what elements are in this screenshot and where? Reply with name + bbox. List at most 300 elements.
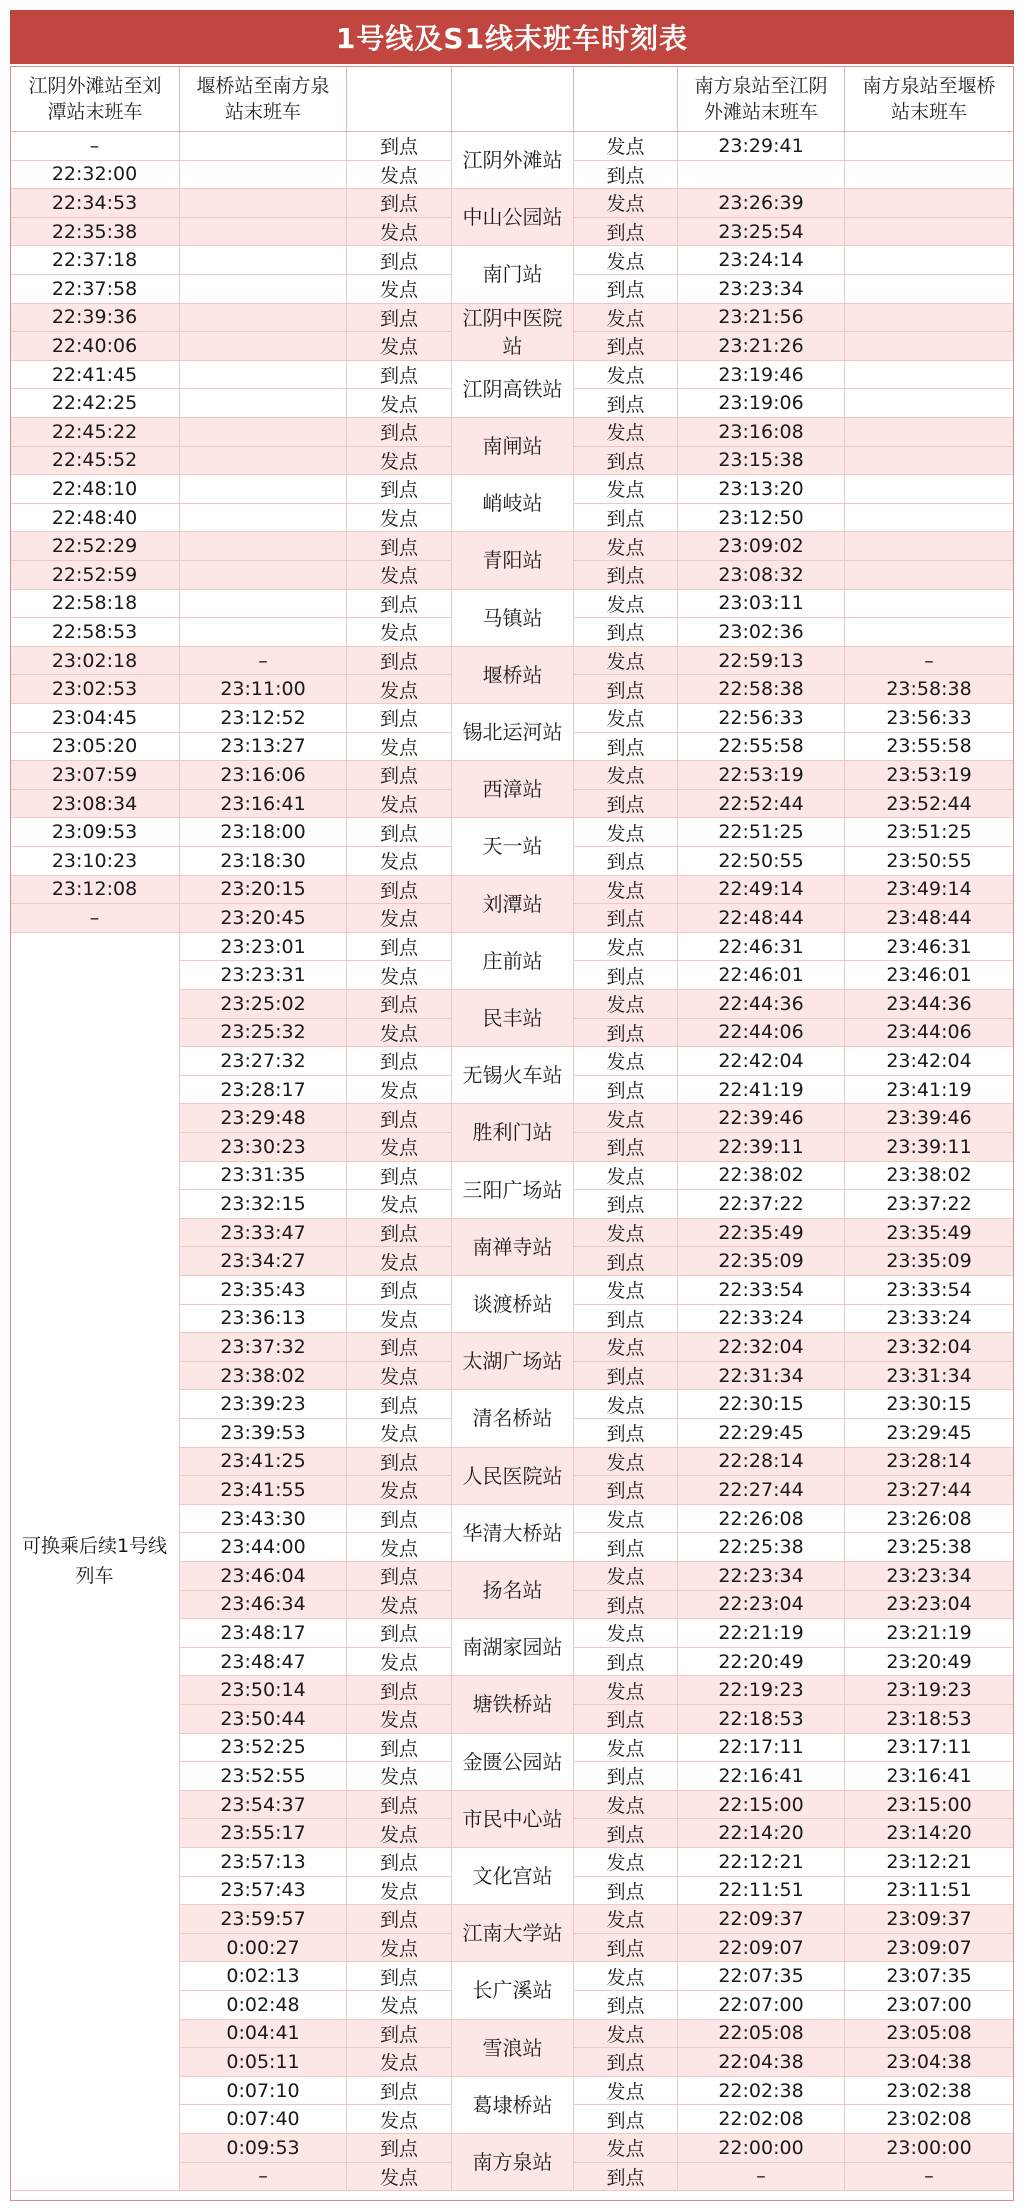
cell-arrive-depart-left: 到点	[347, 189, 452, 218]
cell-yanqiao-to-nanfangquan: 23:23:31	[180, 961, 347, 990]
cell-nanfangquan-to-yanqiao: 23:38:02	[845, 1162, 1014, 1191]
cell-arrive-depart-right: 到点	[574, 275, 678, 304]
cell-nanfangquan-to-jiangyin: 22:33:54	[678, 1276, 845, 1305]
cell-yanqiao-to-nanfangquan	[180, 475, 347, 504]
cell-yanqiao-to-nanfangquan: 23:52:25	[180, 1734, 347, 1763]
cell-arrive-depart-right: 发点	[574, 1333, 678, 1362]
cell-arrive-depart-right: 到点	[574, 504, 678, 533]
cell-yanqiao-to-nanfangquan: 23:33:47	[180, 1219, 347, 1248]
cell-arrive-depart-left: 到点	[347, 361, 452, 390]
cell-nanfangquan-to-yanqiao	[845, 389, 1014, 418]
cell-nanfangquan-to-jiangyin: 22:16:41	[678, 1762, 845, 1791]
column-header: 堰桥站至南方泉 站末班车	[180, 66, 347, 132]
cell-nanfangquan-to-yanqiao: 23:35:49	[845, 1219, 1014, 1248]
cell-arrive-depart-left: 发点	[347, 1533, 452, 1562]
cell-arrive-depart-left: 发点	[347, 2048, 452, 2077]
cell-arrive-depart-right: 到点	[574, 1362, 678, 1391]
station-name: 堰桥站	[452, 647, 574, 704]
cell-nanfangquan-to-jiangyin: 23:29:41	[678, 132, 845, 161]
cell-nanfangquan-to-yanqiao	[845, 161, 1014, 190]
cell-nanfangquan-to-jiangyin: 23:23:34	[678, 275, 845, 304]
column-header: 南方泉站至堰桥 站末班车	[845, 66, 1014, 132]
station-name: 葛埭桥站	[452, 2077, 574, 2134]
station-name: 青阳站	[452, 532, 574, 589]
cell-yanqiao-to-nanfangquan: 23:34:27	[180, 1247, 347, 1276]
cell-nanfangquan-to-yanqiao: –	[845, 2163, 1014, 2192]
cell-nanfangquan-to-jiangyin: 22:14:20	[678, 1819, 845, 1848]
cell-arrive-depart-right: 到点	[574, 1019, 678, 1048]
station-name: 人民医院站	[452, 1448, 574, 1505]
cell-arrive-depart-left: 发点	[347, 1076, 452, 1105]
cell-yanqiao-to-nanfangquan: 23:52:55	[180, 1762, 347, 1791]
cell-arrive-depart-right: 发点	[574, 475, 678, 504]
cell-nanfangquan-to-yanqiao: 23:12:21	[845, 1848, 1014, 1877]
cell-yanqiao-to-nanfangquan	[180, 275, 347, 304]
cell-arrive-depart-right: 发点	[574, 1047, 678, 1076]
cell-arrive-depart-left: 发点	[347, 332, 452, 361]
cell-nanfangquan-to-jiangyin: 23:03:11	[678, 590, 845, 619]
cell-arrive-depart-left: 发点	[347, 1705, 452, 1734]
cell-arrive-depart-right: 到点	[574, 1247, 678, 1276]
cell-jiangyin-to-liutan: 22:48:10	[10, 475, 180, 504]
cell-nanfangquan-to-yanqiao: 23:16:41	[845, 1762, 1014, 1791]
cell-arrive-depart-left: 发点	[347, 1934, 452, 1963]
cell-arrive-depart-right: 到点	[574, 733, 678, 762]
station-name: 谈渡桥站	[452, 1276, 574, 1333]
cell-yanqiao-to-nanfangquan	[180, 561, 347, 590]
cell-arrive-depart-left: 到点	[347, 1619, 452, 1648]
cell-yanqiao-to-nanfangquan: 23:16:41	[180, 790, 347, 819]
cell-nanfangquan-to-jiangyin: 22:02:38	[678, 2077, 845, 2106]
cell-arrive-depart-left: 到点	[347, 132, 452, 161]
station-name: 清名桥站	[452, 1390, 574, 1447]
cell-nanfangquan-to-yanqiao: 23:33:24	[845, 1305, 1014, 1334]
cell-arrive-depart-right: 发点	[574, 132, 678, 161]
cell-yanqiao-to-nanfangquan: 23:39:23	[180, 1390, 347, 1419]
cell-arrive-depart-left: 到点	[347, 933, 452, 962]
cell-arrive-depart-right: 到点	[574, 447, 678, 476]
cell-arrive-depart-left: 发点	[347, 790, 452, 819]
cell-jiangyin-to-liutan: 22:37:18	[10, 246, 180, 275]
cell-yanqiao-to-nanfangquan: 23:59:57	[180, 1905, 347, 1934]
cell-arrive-depart-left: 到点	[347, 590, 452, 619]
cell-yanqiao-to-nanfangquan: 23:12:52	[180, 704, 347, 733]
cell-yanqiao-to-nanfangquan: 23:31:35	[180, 1162, 347, 1191]
cell-arrive-depart-left: 发点	[347, 1247, 452, 1276]
cell-jiangyin-to-liutan: 23:02:53	[10, 675, 180, 704]
cell-arrive-depart-left: 到点	[347, 1219, 452, 1248]
cell-arrive-depart-left: 发点	[347, 275, 452, 304]
cell-yanqiao-to-nanfangquan: –	[180, 2163, 347, 2192]
cell-arrive-depart-right: 到点	[574, 1934, 678, 1963]
cell-nanfangquan-to-yanqiao	[845, 475, 1014, 504]
cell-nanfangquan-to-jiangyin: 22:28:14	[678, 1448, 845, 1477]
cell-arrive-depart-right: 发点	[574, 818, 678, 847]
cell-yanqiao-to-nanfangquan	[180, 332, 347, 361]
cell-arrive-depart-right: 到点	[574, 1705, 678, 1734]
cell-arrive-depart-right: 到点	[574, 1476, 678, 1505]
cell-arrive-depart-right: 到点	[574, 1877, 678, 1906]
cell-yanqiao-to-nanfangquan: 23:57:43	[180, 1877, 347, 1906]
cell-jiangyin-to-liutan: 22:37:58	[10, 275, 180, 304]
cell-arrive-depart-left: 发点	[347, 1819, 452, 1848]
cell-nanfangquan-to-jiangyin: 22:56:33	[678, 704, 845, 733]
cell-nanfangquan-to-yanqiao	[845, 361, 1014, 390]
cell-nanfangquan-to-yanqiao: 23:20:49	[845, 1648, 1014, 1677]
cell-nanfangquan-to-yanqiao: 23:52:44	[845, 790, 1014, 819]
cell-nanfangquan-to-jiangyin: 22:44:06	[678, 1019, 845, 1048]
station-name: 长广溪站	[452, 1962, 574, 2019]
cell-arrive-depart-right: 发点	[574, 1104, 678, 1133]
cell-arrive-depart-left: 发点	[347, 847, 452, 876]
cell-arrive-depart-left: 到点	[347, 1505, 452, 1534]
cell-nanfangquan-to-jiangyin: 22:15:00	[678, 1791, 845, 1820]
cell-arrive-depart-right: 到点	[574, 904, 678, 933]
cell-nanfangquan-to-jiangyin: 22:00:00	[678, 2134, 845, 2163]
cell-nanfangquan-to-yanqiao	[845, 132, 1014, 161]
cell-arrive-depart-right: 到点	[574, 218, 678, 247]
cell-yanqiao-to-nanfangquan: 23:20:45	[180, 904, 347, 933]
station-name: 峭岐站	[452, 475, 574, 532]
cell-nanfangquan-to-yanqiao: 23:44:36	[845, 990, 1014, 1019]
cell-arrive-depart-left: 到点	[347, 990, 452, 1019]
cell-nanfangquan-to-yanqiao: 23:35:09	[845, 1247, 1014, 1276]
cell-nanfangquan-to-jiangyin: –	[678, 2163, 845, 2192]
cell-arrive-depart-right: 发点	[574, 990, 678, 1019]
cell-jiangyin-to-liutan: 22:34:53	[10, 189, 180, 218]
cell-jiangyin-to-liutan: 23:05:20	[10, 733, 180, 762]
cell-nanfangquan-to-jiangyin: 22:35:09	[678, 1247, 845, 1276]
station-name: 锡北运河站	[452, 704, 574, 761]
cell-nanfangquan-to-yanqiao: 23:18:53	[845, 1705, 1014, 1734]
cell-jiangyin-to-liutan: 23:07:59	[10, 761, 180, 790]
cell-arrive-depart-left: 发点	[347, 1648, 452, 1677]
station-name: 南闸站	[452, 418, 574, 475]
cell-nanfangquan-to-yanqiao: 23:29:45	[845, 1419, 1014, 1448]
cell-nanfangquan-to-jiangyin: 23:16:08	[678, 418, 845, 447]
cell-jiangyin-to-liutan: –	[10, 132, 180, 161]
cell-arrive-depart-right: 发点	[574, 933, 678, 962]
cell-jiangyin-to-liutan: –	[10, 904, 180, 933]
cell-arrive-depart-right: 到点	[574, 1533, 678, 1562]
cell-nanfangquan-to-yanqiao: 23:09:37	[845, 1905, 1014, 1934]
cell-arrive-depart-left: 发点	[347, 447, 452, 476]
cell-nanfangquan-to-jiangyin: 23:13:20	[678, 475, 845, 504]
cell-nanfangquan-to-jiangyin: 22:09:37	[678, 1905, 845, 1934]
cell-arrive-depart-right: 发点	[574, 1505, 678, 1534]
cell-jiangyin-to-liutan: 22:41:45	[10, 361, 180, 390]
cell-arrive-depart-left: 到点	[347, 1962, 452, 1991]
cell-arrive-depart-left: 到点	[347, 1276, 452, 1305]
cell-arrive-depart-right: 发点	[574, 1734, 678, 1763]
cell-arrive-depart-left: 发点	[347, 1991, 452, 2020]
cell-arrive-depart-left: 到点	[347, 418, 452, 447]
cell-yanqiao-to-nanfangquan	[180, 304, 347, 333]
cell-arrive-depart-left: 发点	[347, 1762, 452, 1791]
cell-arrive-depart-left: 发点	[347, 1591, 452, 1620]
cell-jiangyin-to-liutan: 23:09:53	[10, 818, 180, 847]
cell-nanfangquan-to-jiangyin: 22:29:45	[678, 1419, 845, 1448]
station-name: 南禅寺站	[452, 1219, 574, 1276]
column-header: 南方泉站至江阴 外滩站末班车	[678, 66, 845, 132]
station-name: 华清大桥站	[452, 1505, 574, 1562]
cell-nanfangquan-to-yanqiao	[845, 189, 1014, 218]
cell-arrive-depart-left: 发点	[347, 504, 452, 533]
cell-nanfangquan-to-yanqiao: 23:42:04	[845, 1047, 1014, 1076]
cell-arrive-depart-left: 到点	[347, 1791, 452, 1820]
station-name: 金匮公园站	[452, 1734, 574, 1791]
station-name: 西漳站	[452, 761, 574, 818]
cell-yanqiao-to-nanfangquan	[180, 218, 347, 247]
cell-arrive-depart-left: 发点	[347, 389, 452, 418]
cell-nanfangquan-to-yanqiao: 23:46:31	[845, 933, 1014, 962]
cell-nanfangquan-to-yanqiao	[845, 561, 1014, 590]
cell-nanfangquan-to-jiangyin: 22:19:23	[678, 1676, 845, 1705]
cell-jiangyin-to-liutan: 23:12:08	[10, 876, 180, 905]
cell-arrive-depart-left: 发点	[347, 961, 452, 990]
cell-arrive-depart-left: 发点	[347, 618, 452, 647]
column-header: 江阴外滩站至刘 潭站末班车	[10, 66, 180, 132]
cell-jiangyin-to-liutan: 22:58:53	[10, 618, 180, 647]
cell-nanfangquan-to-jiangyin: 23:02:36	[678, 618, 845, 647]
cell-arrive-depart-right: 到点	[574, 2105, 678, 2134]
cell-nanfangquan-to-jiangyin: 22:35:49	[678, 1219, 845, 1248]
cell-nanfangquan-to-yanqiao: 23:07:35	[845, 1962, 1014, 1991]
cell-jiangyin-to-liutan: 22:45:22	[10, 418, 180, 447]
cell-jiangyin-to-liutan: 22:58:18	[10, 590, 180, 619]
station-name: 江阴高铁站	[452, 361, 574, 418]
cell-nanfangquan-to-jiangyin: 22:33:24	[678, 1305, 845, 1334]
cell-arrive-depart-right: 发点	[574, 1676, 678, 1705]
cell-nanfangquan-to-yanqiao: 23:00:00	[845, 2134, 1014, 2163]
cell-nanfangquan-to-jiangyin: 22:48:44	[678, 904, 845, 933]
cell-nanfangquan-to-yanqiao: 23:33:54	[845, 1276, 1014, 1305]
cell-arrive-depart-left: 到点	[347, 304, 452, 333]
cell-jiangyin-to-liutan: 22:35:38	[10, 218, 180, 247]
cell-nanfangquan-to-jiangyin: 22:42:04	[678, 1047, 845, 1076]
cell-nanfangquan-to-yanqiao: 23:49:14	[845, 876, 1014, 905]
cell-arrive-depart-left: 发点	[347, 1305, 452, 1334]
cell-nanfangquan-to-jiangyin: 23:19:06	[678, 389, 845, 418]
cell-arrive-depart-right: 到点	[574, 1419, 678, 1448]
cell-nanfangquan-to-yanqiao	[845, 504, 1014, 533]
page-title: 1号线及S1线末班车时刻表	[10, 10, 1014, 64]
cell-nanfangquan-to-yanqiao: 23:44:06	[845, 1019, 1014, 1048]
cell-jiangyin-to-liutan: 22:48:40	[10, 504, 180, 533]
cell-arrive-depart-left: 发点	[347, 1877, 452, 1906]
cell-arrive-depart-left: 到点	[347, 1448, 452, 1477]
cell-nanfangquan-to-jiangyin	[678, 161, 845, 190]
cell-nanfangquan-to-jiangyin: 22:51:25	[678, 818, 845, 847]
cell-yanqiao-to-nanfangquan: 23:41:55	[180, 1476, 347, 1505]
cell-nanfangquan-to-yanqiao: 23:41:19	[845, 1076, 1014, 1105]
cell-arrive-depart-right: 发点	[574, 1619, 678, 1648]
cell-nanfangquan-to-jiangyin: 23:19:46	[678, 361, 845, 390]
cell-nanfangquan-to-yanqiao: 23:31:34	[845, 1362, 1014, 1391]
station-name: 天一站	[452, 818, 574, 875]
cell-nanfangquan-to-yanqiao: 23:17:11	[845, 1734, 1014, 1763]
cell-nanfangquan-to-jiangyin: 22:55:58	[678, 733, 845, 762]
cell-nanfangquan-to-yanqiao: 23:02:08	[845, 2105, 1014, 2134]
cell-arrive-depart-right: 到点	[574, 1133, 678, 1162]
cell-yanqiao-to-nanfangquan: 23:57:13	[180, 1848, 347, 1877]
cell-arrive-depart-right: 发点	[574, 1276, 678, 1305]
cell-yanqiao-to-nanfangquan: 23:16:06	[180, 761, 347, 790]
cell-yanqiao-to-nanfangquan: 23:36:13	[180, 1305, 347, 1334]
cell-yanqiao-to-nanfangquan	[180, 189, 347, 218]
cell-jiangyin-to-liutan: 22:42:25	[10, 389, 180, 418]
cell-yanqiao-to-nanfangquan: –	[180, 647, 347, 676]
cell-arrive-depart-left: 到点	[347, 1162, 452, 1191]
cell-nanfangquan-to-jiangyin: 23:24:14	[678, 246, 845, 275]
cell-yanqiao-to-nanfangquan: 23:50:14	[180, 1676, 347, 1705]
cell-nanfangquan-to-yanqiao: 23:53:19	[845, 761, 1014, 790]
station-name: 三阳广场站	[452, 1162, 574, 1219]
cell-nanfangquan-to-jiangyin: 22:17:11	[678, 1734, 845, 1763]
cell-nanfangquan-to-yanqiao	[845, 304, 1014, 333]
cell-arrive-depart-left: 到点	[347, 1734, 452, 1763]
station-name: 太湖广场站	[452, 1333, 574, 1390]
cell-arrive-depart-left: 到点	[347, 246, 452, 275]
cell-jiangyin-to-liutan: 23:08:34	[10, 790, 180, 819]
cell-nanfangquan-to-yanqiao: 23:07:00	[845, 1991, 1014, 2020]
cell-nanfangquan-to-yanqiao	[845, 532, 1014, 561]
cell-arrive-depart-left: 到点	[347, 475, 452, 504]
cell-nanfangquan-to-jiangyin: 22:07:00	[678, 1991, 845, 2020]
cell-arrive-depart-left: 到点	[347, 1562, 452, 1591]
cell-arrive-depart-right: 发点	[574, 1448, 678, 1477]
cell-arrive-depart-left: 发点	[347, 218, 452, 247]
cell-nanfangquan-to-yanqiao: 23:58:38	[845, 675, 1014, 704]
cell-arrive-depart-right: 发点	[574, 361, 678, 390]
cell-jiangyin-to-liutan: 22:45:52	[10, 447, 180, 476]
cell-nanfangquan-to-yanqiao: 23:05:08	[845, 2020, 1014, 2049]
cell-nanfangquan-to-yanqiao: 23:23:04	[845, 1591, 1014, 1620]
cell-arrive-depart-right: 到点	[574, 1648, 678, 1677]
cell-arrive-depart-right: 发点	[574, 1162, 678, 1191]
cell-nanfangquan-to-jiangyin: 23:21:26	[678, 332, 845, 361]
cell-nanfangquan-to-yanqiao: 23:28:14	[845, 1448, 1014, 1477]
station-name: 南门站	[452, 246, 574, 303]
cell-nanfangquan-to-yanqiao	[845, 275, 1014, 304]
cell-nanfangquan-to-yanqiao	[845, 418, 1014, 447]
station-name: 市民中心站	[452, 1791, 574, 1848]
cell-nanfangquan-to-yanqiao: 23:50:55	[845, 847, 1014, 876]
cell-nanfangquan-to-jiangyin: 22:59:13	[678, 647, 845, 676]
cell-yanqiao-to-nanfangquan: 23:54:37	[180, 1791, 347, 1820]
cell-yanqiao-to-nanfangquan: 0:04:41	[180, 2020, 347, 2049]
station-name: 雪浪站	[452, 2020, 574, 2077]
cell-arrive-depart-right: 到点	[574, 1819, 678, 1848]
cell-nanfangquan-to-jiangyin: 22:04:38	[678, 2048, 845, 2077]
cell-yanqiao-to-nanfangquan: 23:25:02	[180, 990, 347, 1019]
cell-nanfangquan-to-jiangyin: 22:37:22	[678, 1190, 845, 1219]
cell-arrive-depart-right: 发点	[574, 1390, 678, 1419]
station-name: 刘潭站	[452, 876, 574, 933]
cell-nanfangquan-to-jiangyin: 22:52:44	[678, 790, 845, 819]
cell-nanfangquan-to-jiangyin: 23:12:50	[678, 504, 845, 533]
cell-yanqiao-to-nanfangquan	[180, 246, 347, 275]
cell-nanfangquan-to-jiangyin: 22:11:51	[678, 1877, 845, 1906]
cell-yanqiao-to-nanfangquan	[180, 590, 347, 619]
cell-arrive-depart-right: 发点	[574, 2134, 678, 2163]
cell-arrive-depart-right: 发点	[574, 532, 678, 561]
cell-arrive-depart-right: 到点	[574, 847, 678, 876]
cell-nanfangquan-to-jiangyin: 22:46:01	[678, 961, 845, 990]
cell-nanfangquan-to-yanqiao: –	[845, 647, 1014, 676]
cell-nanfangquan-to-jiangyin: 22:30:15	[678, 1390, 845, 1419]
cell-arrive-depart-right: 发点	[574, 2077, 678, 2106]
cell-nanfangquan-to-yanqiao: 23:25:38	[845, 1533, 1014, 1562]
cell-arrive-depart-left: 发点	[347, 904, 452, 933]
cell-arrive-depart-left: 到点	[347, 2020, 452, 2049]
cell-arrive-depart-right: 到点	[574, 2163, 678, 2192]
cell-yanqiao-to-nanfangquan: 0:00:27	[180, 1934, 347, 1963]
cell-nanfangquan-to-jiangyin: 22:41:19	[678, 1076, 845, 1105]
cell-nanfangquan-to-jiangyin: 22:44:36	[678, 990, 845, 1019]
cell-jiangyin-to-liutan: 22:39:36	[10, 304, 180, 333]
cell-yanqiao-to-nanfangquan: 23:46:34	[180, 1591, 347, 1620]
cell-yanqiao-to-nanfangquan: 23:50:44	[180, 1705, 347, 1734]
cell-arrive-depart-right: 发点	[574, 1219, 678, 1248]
cell-nanfangquan-to-jiangyin: 23:21:56	[678, 304, 845, 333]
cell-arrive-depart-right: 到点	[574, 1190, 678, 1219]
cell-nanfangquan-to-yanqiao: 23:30:15	[845, 1390, 1014, 1419]
cell-yanqiao-to-nanfangquan: 23:30:23	[180, 1133, 347, 1162]
cell-arrive-depart-right: 到点	[574, 332, 678, 361]
cell-yanqiao-to-nanfangquan: 0:05:11	[180, 2048, 347, 2077]
station-name: 江南大学站	[452, 1905, 574, 1962]
cell-nanfangquan-to-jiangyin: 22:07:35	[678, 1962, 845, 1991]
cell-arrive-depart-left: 到点	[347, 2134, 452, 2163]
cell-nanfangquan-to-jiangyin: 22:21:19	[678, 1619, 845, 1648]
cell-arrive-depart-right: 到点	[574, 961, 678, 990]
cell-nanfangquan-to-yanqiao: 23:56:33	[845, 704, 1014, 733]
cell-yanqiao-to-nanfangquan: 23:39:53	[180, 1419, 347, 1448]
cell-arrive-depart-right: 到点	[574, 561, 678, 590]
cell-nanfangquan-to-jiangyin: 22:53:19	[678, 761, 845, 790]
cell-nanfangquan-to-yanqiao	[845, 447, 1014, 476]
cell-arrive-depart-right: 发点	[574, 2020, 678, 2049]
cell-arrive-depart-left: 发点	[347, 2163, 452, 2192]
cell-arrive-depart-left: 发点	[347, 1019, 452, 1048]
cell-arrive-depart-left: 发点	[347, 2105, 452, 2134]
cell-nanfangquan-to-yanqiao: 23:21:19	[845, 1619, 1014, 1648]
cell-arrive-depart-right: 发点	[574, 704, 678, 733]
cell-nanfangquan-to-yanqiao: 23:51:25	[845, 818, 1014, 847]
station-name: 胜利门站	[452, 1104, 574, 1161]
cell-yanqiao-to-nanfangquan: 23:38:02	[180, 1362, 347, 1391]
cell-yanqiao-to-nanfangquan: 23:43:30	[180, 1505, 347, 1534]
cell-arrive-depart-left: 发点	[347, 561, 452, 590]
cell-nanfangquan-to-jiangyin: 23:15:38	[678, 447, 845, 476]
cell-arrive-depart-left: 发点	[347, 1362, 452, 1391]
column-header	[347, 66, 452, 132]
cell-nanfangquan-to-jiangyin: 22:32:04	[678, 1333, 845, 1362]
cell-yanqiao-to-nanfangquan: 23:46:04	[180, 1562, 347, 1591]
station-name: 江阴外滩站	[452, 132, 574, 189]
cell-arrive-depart-left: 到点	[347, 1333, 452, 1362]
cell-jiangyin-to-liutan: 23:04:45	[10, 704, 180, 733]
cell-yanqiao-to-nanfangquan: 23:25:32	[180, 1019, 347, 1048]
cell-yanqiao-to-nanfangquan	[180, 389, 347, 418]
cell-arrive-depart-left: 到点	[347, 1905, 452, 1934]
cell-nanfangquan-to-yanqiao: 23:26:08	[845, 1505, 1014, 1534]
cell-nanfangquan-to-jiangyin: 23:08:32	[678, 561, 845, 590]
cell-arrive-depart-left: 发点	[347, 1190, 452, 1219]
cell-nanfangquan-to-jiangyin: 23:26:39	[678, 189, 845, 218]
station-name: 江阴中医院 站	[452, 304, 574, 361]
